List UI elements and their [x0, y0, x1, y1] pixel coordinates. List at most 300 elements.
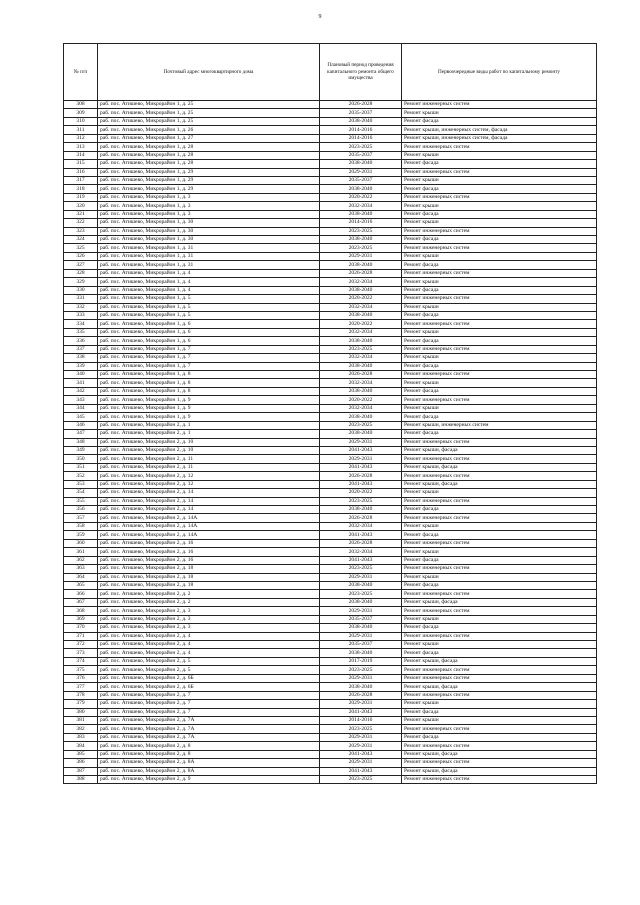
row-number: 361	[64, 548, 98, 556]
table-row	[64, 193, 597, 201]
row-address: раб. пос. Атишево, Микрорайон 2, д. 12	[98, 472, 320, 480]
table-row	[64, 151, 597, 159]
table-row	[64, 379, 597, 387]
row-period: 2041-2043	[320, 446, 402, 454]
row-address: раб. пос. Атишево, Микрорайон 1, д. 8	[98, 387, 320, 395]
row-address: раб. пос. Атишево, Микрорайон 1, д. 31	[98, 252, 320, 260]
header-works: Первоочередные виды работ по капитальному ремонту	[402, 44, 597, 101]
table-row	[64, 345, 597, 353]
row-number: 374	[64, 657, 98, 665]
row-works: Ремонт инженерных систем	[402, 666, 597, 674]
row-number: 338	[64, 354, 98, 362]
row-works: Ремонт фасада	[402, 733, 597, 741]
row-address: раб. пос. Атишево, Микрорайон 2, д. 9	[98, 776, 320, 784]
row-address: раб. пос. Атишево, Микрорайон 1, д. 3	[98, 210, 320, 218]
table-row	[64, 303, 597, 311]
row-works: Ремонт инженерных систем	[402, 269, 597, 277]
row-works: Ремонт инженерных систем	[402, 725, 597, 733]
table-row	[64, 337, 597, 345]
row-works: Ремонт фасада	[402, 286, 597, 294]
row-period: 2026-2028	[320, 539, 402, 547]
row-period: 2035-2037	[320, 176, 402, 184]
table-row	[64, 185, 597, 193]
row-period: 2023-2025	[320, 227, 402, 235]
table-body	[64, 101, 597, 784]
row-period: 2029-2031	[320, 455, 402, 463]
row-works: Ремонт крыши	[402, 489, 597, 497]
row-address: раб. пос. Атишево, Микрорайон 1, д. 8	[98, 379, 320, 387]
row-period: 2032-2034	[320, 354, 402, 362]
row-number: 315	[64, 160, 98, 168]
table-row	[64, 522, 597, 530]
row-works: Ремонт крыши	[402, 573, 597, 581]
row-number: 356	[64, 506, 98, 514]
row-period: 2020-2022	[320, 193, 402, 201]
table-row	[64, 531, 597, 539]
table-row	[64, 371, 597, 379]
row-address: раб. пос. Атишево, Микрорайон 2, д. 7А	[98, 716, 320, 724]
row-period: 2017-2019	[320, 657, 402, 665]
row-address: раб. пос. Атишево, Микрорайон 1, д. 6	[98, 337, 320, 345]
table-row	[64, 565, 597, 573]
row-number: 348	[64, 438, 98, 446]
row-period: 2041-2043	[320, 463, 402, 471]
row-works: Ремонт фасада	[402, 311, 597, 319]
row-address: раб. пос. Атишево, Микрорайон 1, д. 25	[98, 117, 320, 125]
table-row	[64, 328, 597, 336]
row-works: Ремонт крыши	[402, 328, 597, 336]
row-works: Ремонт инженерных систем	[402, 396, 597, 404]
row-works: Ремонт крыши	[402, 700, 597, 708]
row-number: 322	[64, 219, 98, 227]
row-address: раб. пос. Атишево, Микрорайон 2, д. 8А	[98, 767, 320, 775]
row-address: раб. пос. Атишево, Микрорайон 2, д. 1	[98, 430, 320, 438]
row-number: 377	[64, 683, 98, 691]
row-address: раб. пос. Атишево, Микрорайон 2, д. 16	[98, 548, 320, 556]
row-works: Ремонт крыши, инженерных систем	[402, 421, 597, 429]
row-works: Ремонт фасада	[402, 160, 597, 168]
table-row	[64, 759, 597, 767]
row-address: раб. пос. Атишево, Микрорайон 2, д. 14А	[98, 531, 320, 539]
row-period: 2032-2034	[320, 548, 402, 556]
table-row	[64, 776, 597, 784]
row-period: 2035-2037	[320, 109, 402, 117]
row-address: раб. пос. Атишево, Микрорайон 2, д. 8	[98, 750, 320, 758]
row-period: 2026-2028	[320, 101, 402, 109]
row-address: раб. пос. Атишево, Микрорайон 1, д. 30	[98, 236, 320, 244]
row-address: раб. пос. Атишево, Микрорайон 2, д. 14	[98, 506, 320, 514]
row-number: 363	[64, 565, 98, 573]
row-number: 311	[64, 126, 98, 134]
row-number: 337	[64, 345, 98, 353]
row-address: раб. пос. Атишево, Микрорайон 1, д. 30	[98, 219, 320, 227]
table-row	[64, 590, 597, 598]
row-number: 378	[64, 691, 98, 699]
row-period: 2038-2040	[320, 413, 402, 421]
row-address: раб. пос. Атишево, Микрорайон 1, д. 25	[98, 109, 320, 117]
row-works: Ремонт крыши, фасада	[402, 683, 597, 691]
table-row	[64, 767, 597, 775]
row-works: Ремонт крыши, фасада	[402, 750, 597, 758]
table-row	[64, 413, 597, 421]
row-period: 2032-2034	[320, 278, 402, 286]
table-row	[64, 278, 597, 286]
row-works: Ремонт инженерных систем	[402, 168, 597, 176]
row-period: 2038-2040	[320, 362, 402, 370]
table-row	[64, 219, 597, 227]
row-number: 371	[64, 632, 98, 640]
row-address: раб. пос. Атишево, Микрорайон 1, д. 31	[98, 244, 320, 252]
table-row	[64, 514, 597, 522]
table-row	[64, 573, 597, 581]
row-works: Ремонт фасада	[402, 581, 597, 589]
table-row	[64, 244, 597, 252]
row-works: Ремонт инженерных систем	[402, 590, 597, 598]
row-address: раб. пос. Атишево, Микрорайон 2, д. 16	[98, 556, 320, 564]
table-row	[64, 463, 597, 471]
row-period: 2020-2022	[320, 489, 402, 497]
row-period: 2038-2040	[320, 624, 402, 632]
row-works: Ремонт инженерных систем	[402, 193, 597, 201]
table-row	[64, 742, 597, 750]
row-period: 2041-2043	[320, 708, 402, 716]
row-period: 2038-2040	[320, 311, 402, 319]
row-number: 323	[64, 227, 98, 235]
row-number: 342	[64, 387, 98, 395]
row-number: 347	[64, 430, 98, 438]
row-period: 2023-2025	[320, 244, 402, 252]
row-period: 2032-2034	[320, 404, 402, 412]
row-number: 367	[64, 598, 98, 606]
row-address: раб. пос. Атишево, Микрорайон 1, д. 3	[98, 193, 320, 201]
row-works: Ремонт фасада	[402, 185, 597, 193]
row-number: 324	[64, 236, 98, 244]
row-number: 373	[64, 649, 98, 657]
row-number: 313	[64, 143, 98, 151]
row-number: 358	[64, 522, 98, 530]
row-works: Ремонт крыши, фасада	[402, 657, 597, 665]
row-works: Ремонт инженерных систем	[402, 472, 597, 480]
row-works: Ремонт фасада	[402, 387, 597, 395]
row-address: раб. пос. Атишево, Микрорайон 1, д. 27	[98, 134, 320, 142]
row-number: 381	[64, 716, 98, 724]
row-number: 375	[64, 666, 98, 674]
row-period: 2035-2037	[320, 615, 402, 623]
table-row	[64, 168, 597, 176]
row-works: Ремонт инженерных систем	[402, 776, 597, 784]
row-number: 365	[64, 581, 98, 589]
row-works: Ремонт крыши	[402, 176, 597, 184]
table-row	[64, 472, 597, 480]
row-address: раб. пос. Атишево, Микрорайон 2, д. 11	[98, 463, 320, 471]
row-address: раб. пос. Атишево, Микрорайон 2, д. 3	[98, 624, 320, 632]
table-row	[64, 598, 597, 606]
row-address: раб. пос. Атишево, Микрорайон 2, д. 4	[98, 632, 320, 640]
row-address: раб. пос. Атишево, Микрорайон 1, д. 30	[98, 227, 320, 235]
row-period: 2029-2031	[320, 759, 402, 767]
row-works: Ремонт крыши	[402, 303, 597, 311]
table-row	[64, 430, 597, 438]
row-period: 2032-2034	[320, 303, 402, 311]
row-period: 2038-2040	[320, 185, 402, 193]
row-works: Ремонт фасада	[402, 210, 597, 218]
row-address: раб. пос. Атишево, Микрорайон 2, д. 7А	[98, 733, 320, 741]
row-works: Ремонт крыши	[402, 219, 597, 227]
row-number: 308	[64, 101, 98, 109]
table-row	[64, 227, 597, 235]
row-number: 352	[64, 472, 98, 480]
row-period: 2023-2025	[320, 565, 402, 573]
table-row	[64, 126, 597, 134]
row-address: раб. пос. Атишево, Микрорайон 2, д. 7	[98, 708, 320, 716]
row-number: 310	[64, 117, 98, 125]
row-works: Ремонт крыши, фасада	[402, 446, 597, 454]
row-period: 2026-2028	[320, 371, 402, 379]
row-address: раб. пос. Атишево, Микрорайон 1, д. 4	[98, 278, 320, 286]
row-number: 312	[64, 134, 98, 142]
table-row	[64, 455, 597, 463]
row-period: 2023-2025	[320, 143, 402, 151]
row-address: раб. пос. Атишево, Микрорайон 2, д. 18	[98, 581, 320, 589]
row-works: Ремонт крыши	[402, 615, 597, 623]
row-works: Ремонт крыши	[402, 379, 597, 387]
row-number: 329	[64, 278, 98, 286]
row-period: 2038-2040	[320, 337, 402, 345]
table-row	[64, 615, 597, 623]
row-works: Ремонт инженерных систем	[402, 371, 597, 379]
header-period: Плановый период проведения капитального ремонта общего имущества	[320, 44, 402, 101]
row-number: 339	[64, 362, 98, 370]
row-number: 314	[64, 151, 98, 159]
row-number: 325	[64, 244, 98, 252]
table-row	[64, 539, 597, 547]
table-row	[64, 438, 597, 446]
row-works: Ремонт инженерных систем	[402, 438, 597, 446]
row-address: раб. пос. Атишево, Микрорайон 2, д. 12	[98, 480, 320, 488]
table-row	[64, 143, 597, 151]
row-works: Ремонт фасада	[402, 261, 597, 269]
row-works: Ремонт инженерных систем	[402, 514, 597, 522]
row-period: 2041-2043	[320, 531, 402, 539]
row-period: 2029-2031	[320, 607, 402, 615]
row-period: 2032-2034	[320, 328, 402, 336]
row-address: раб. пос. Атишево, Микрорайон 1, д. 29	[98, 185, 320, 193]
row-works: Ремонт крыши	[402, 252, 597, 260]
row-number: 317	[64, 176, 98, 184]
row-address: раб. пос. Атишево, Микрорайон 1, д. 7	[98, 345, 320, 353]
row-number: 332	[64, 303, 98, 311]
row-number: 351	[64, 463, 98, 471]
row-number: 360	[64, 539, 98, 547]
table-row	[64, 674, 597, 682]
row-period: 2038-2040	[320, 683, 402, 691]
row-works: Ремонт фасада	[402, 708, 597, 716]
row-works: Ремонт фасада	[402, 236, 597, 244]
row-period: 2038-2040	[320, 236, 402, 244]
row-address: раб. пос. Атишево, Микрорайон 1, д. 29	[98, 168, 320, 176]
row-works: Ремонт крыши	[402, 151, 597, 159]
row-period: 2023-2025	[320, 776, 402, 784]
row-period: 2038-2040	[320, 117, 402, 125]
table-row	[64, 480, 597, 488]
row-address: раб. пос. Атишево, Микрорайон 2, д. 5	[98, 657, 320, 665]
row-number: 321	[64, 210, 98, 218]
row-period: 2038-2040	[320, 581, 402, 589]
row-works: Ремонт фасада	[402, 624, 597, 632]
row-number: 319	[64, 193, 98, 201]
row-period: 2014-2016	[320, 126, 402, 134]
row-address: раб. пос. Атишево, Микрорайон 2, д. 18	[98, 565, 320, 573]
row-address: раб. пос. Атишево, Микрорайон 2, д. 14	[98, 489, 320, 497]
row-works: Ремонт инженерных систем	[402, 632, 597, 640]
row-period: 2029-2031	[320, 252, 402, 260]
row-period: 2032-2034	[320, 379, 402, 387]
row-works: Ремонт крыши, инженерных систем, фасада	[402, 134, 597, 142]
row-number: 353	[64, 480, 98, 488]
row-number: 318	[64, 185, 98, 193]
row-number: 350	[64, 455, 98, 463]
table-row	[64, 607, 597, 615]
row-number: 372	[64, 641, 98, 649]
table-row	[64, 683, 597, 691]
row-number: 334	[64, 320, 98, 328]
row-address: раб. пос. Атишево, Микрорайон 1, д. 8	[98, 371, 320, 379]
row-number: 382	[64, 725, 98, 733]
row-address: раб. пос. Атишево, Микрорайон 1, д. 6	[98, 328, 320, 336]
row-period: 2023-2025	[320, 497, 402, 505]
row-number: 357	[64, 514, 98, 522]
row-number: 355	[64, 497, 98, 505]
row-works: Ремонт фасада	[402, 506, 597, 514]
row-period: 2029-2031	[320, 168, 402, 176]
row-address: раб. пос. Атишево, Микрорайон 1, д. 25	[98, 101, 320, 109]
row-period: 2029-2031	[320, 742, 402, 750]
row-period: 2020-2022	[320, 295, 402, 303]
row-works: Ремонт крыши	[402, 278, 597, 286]
row-address: раб. пос. Атишево, Микрорайон 2, д. 14А	[98, 514, 320, 522]
row-period: 2038-2040	[320, 210, 402, 218]
row-number: 344	[64, 404, 98, 412]
row-number: 383	[64, 733, 98, 741]
table-row	[64, 632, 597, 640]
table-row	[64, 548, 597, 556]
table-row	[64, 295, 597, 303]
repair-schedule-table	[63, 43, 597, 784]
row-works: Ремонт инженерных систем	[402, 320, 597, 328]
row-address: раб. пос. Атишево, Микрорайон 2, д. 4	[98, 641, 320, 649]
row-period: 2029-2031	[320, 438, 402, 446]
row-address: раб. пос. Атишево, Микрорайон 1, д. 29	[98, 176, 320, 184]
row-address: раб. пос. Атишево, Микрорайон 2, д. 8	[98, 742, 320, 750]
row-period: 2041-2043	[320, 556, 402, 564]
row-address: раб. пос. Атишево, Микрорайон 2, д. 10	[98, 438, 320, 446]
row-number: 379	[64, 700, 98, 708]
row-period: 2023-2025	[320, 590, 402, 598]
row-works: Ремонт инженерных систем	[402, 227, 597, 235]
row-number: 336	[64, 337, 98, 345]
row-period: 2032-2034	[320, 202, 402, 210]
row-number: 340	[64, 371, 98, 379]
row-period: 2041-2043	[320, 480, 402, 488]
row-works: Ремонт крыши	[402, 202, 597, 210]
row-works: Ремонт инженерных систем	[402, 345, 597, 353]
row-works: Ремонт инженерных систем	[402, 497, 597, 505]
row-address: раб. пос. Атишево, Микрорайон 1, д. 28	[98, 143, 320, 151]
row-period: 2041-2043	[320, 750, 402, 758]
row-number: 320	[64, 202, 98, 210]
table-row	[64, 497, 597, 505]
table-row	[64, 581, 597, 589]
row-period: 2020-2022	[320, 320, 402, 328]
row-number: 316	[64, 168, 98, 176]
row-works: Ремонт крыши	[402, 548, 597, 556]
table-row	[64, 176, 597, 184]
row-number: 326	[64, 252, 98, 260]
table-row	[64, 733, 597, 741]
row-period: 2020-2022	[320, 396, 402, 404]
table-row	[64, 666, 597, 674]
row-period: 2038-2040	[320, 286, 402, 294]
row-address: раб. пос. Атишево, Микрорайон 1, д. 28	[98, 151, 320, 159]
table-row	[64, 489, 597, 497]
row-works: Ремонт инженерных систем	[402, 742, 597, 750]
row-address: раб. пос. Атишево, Микрорайон 2, д. 7А	[98, 725, 320, 733]
table-row	[64, 236, 597, 244]
table-row	[64, 649, 597, 657]
row-number: 370	[64, 624, 98, 632]
row-address: раб. пос. Атишево, Микрорайон 1, д. 5	[98, 295, 320, 303]
row-works: Ремонт крыши, фасада	[402, 480, 597, 488]
row-number: 346	[64, 421, 98, 429]
table-row	[64, 725, 597, 733]
table-row	[64, 506, 597, 514]
row-address: раб. пос. Атишево, Микрорайон 2, д. 2	[98, 590, 320, 598]
row-works: Ремонт крыши, фасада	[402, 598, 597, 606]
table-row	[64, 396, 597, 404]
row-address: раб. пос. Атишево, Микрорайон 2, д. 2	[98, 598, 320, 606]
row-works: Ремонт крыши	[402, 641, 597, 649]
page-number: 9	[318, 14, 322, 20]
row-number: 330	[64, 286, 98, 294]
row-works: Ремонт крыши, инженерных систем, фасада	[402, 126, 597, 134]
row-period: 2023-2025	[320, 725, 402, 733]
row-number: 380	[64, 708, 98, 716]
table-row	[64, 624, 597, 632]
table-row	[64, 446, 597, 454]
row-number: 309	[64, 109, 98, 117]
row-works: Ремонт фасада	[402, 556, 597, 564]
row-period: 2029-2031	[320, 733, 402, 741]
row-address: раб. пос. Атишево, Микрорайон 2, д. 3	[98, 607, 320, 615]
row-period: 2038-2040	[320, 387, 402, 395]
table-row	[64, 354, 597, 362]
row-period: 2026-2028	[320, 514, 402, 522]
table-row	[64, 556, 597, 564]
table-row	[64, 750, 597, 758]
row-works: Ремонт фасада	[402, 117, 597, 125]
row-address: раб. пос. Атишево, Микрорайон 2, д. 16	[98, 539, 320, 547]
table-row	[64, 641, 597, 649]
row-period: 2023-2025	[320, 666, 402, 674]
row-address: раб. пос. Атишево, Микрорайон 2, д. 4	[98, 649, 320, 657]
row-address: раб. пос. Атишево, Микрорайон 1, д. 4	[98, 286, 320, 294]
row-period: 2038-2040	[320, 506, 402, 514]
row-period: 2023-2025	[320, 421, 402, 429]
row-address: раб. пос. Атишево, Микрорайон 2, д. 11	[98, 455, 320, 463]
row-address: раб. пос. Атишево, Микрорайон 1, д. 31	[98, 261, 320, 269]
row-number: 331	[64, 295, 98, 303]
row-works: Ремонт фасада	[402, 531, 597, 539]
